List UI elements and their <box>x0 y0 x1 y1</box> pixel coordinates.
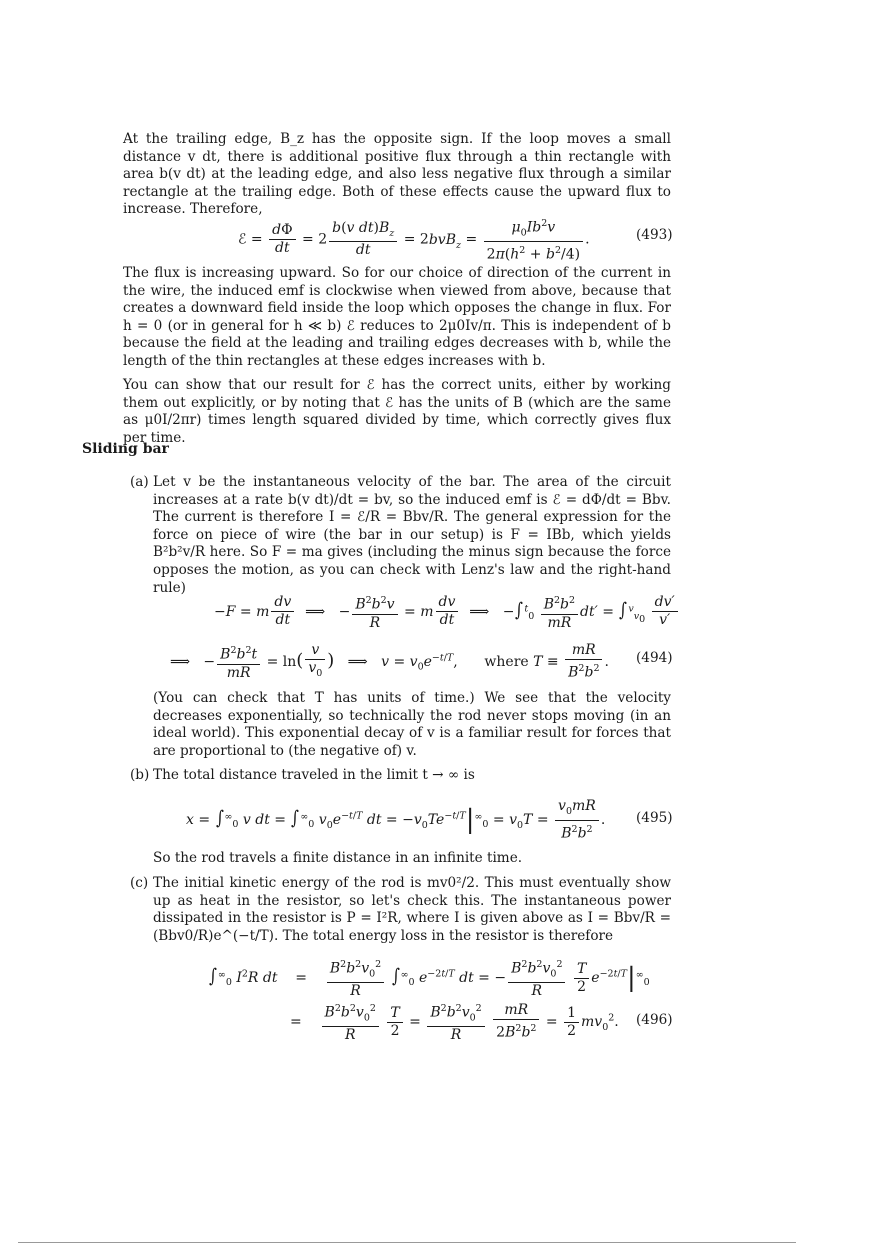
footer-rule <box>18 1242 796 1243</box>
equation-number-495: (495) <box>636 810 673 826</box>
paragraph-flux-increasing: The flux is increasing upward. So for our choice of direction of the current in the wire, the induced emf is clockwise when viewed from above, because that creates a downward field inside the loop which opposes the change in flux. For h = 0 (or in general for h ≪ b) ℰ reduces to 2μ0Iv/π. This is independent of b because the field at the leading and trailing edges decreases with b, while the length of the thin rectangles at these edges increases with b. <box>123 265 671 369</box>
equation-494-line1: −F = m $\frac{dv}{dt}$ ⟹ − $\frac{B^2b^2v}{R}$ = m $\frac{dv}{dt}$ ⟹ −∫$^t_0$ $\frac{B^2b^2}{mR}$ dt′ = ∫$^v_{v_0}$ $\frac{dv'}{v'}$ <box>214 592 680 632</box>
paragraph-trailing-edge: At the trailing edge, B_z has the opposite sign. If the loop moves a small distance v dt, there is additional positive flux through a thin rectangle with area b(v dt) at the leading edge, and also less negative flux through a similar rectangle at the trailing edge. Both of these effects cause the upward flux to increase. Therefore, <box>123 131 671 218</box>
section-heading-sliding-bar: Sliding bar <box>82 441 169 457</box>
equation-493: ℰ = $\frac{d\Phi}{dt}$ = 2 $\frac{b(v dt)B_z}{dt}$ = 2bvB$_z$ = $\frac{\mu_0Ib^2v}{2\pi(h^2 + b^2/4)}$ . <box>238 215 590 264</box>
equation-number-493: (493) <box>636 227 673 243</box>
equation-number-494: (494) <box>636 650 673 666</box>
part-a-text: Let v be the instantaneous velocity of the bar. The area of the circuit increases at a rate b(v dt)/dt = bv, so the induced emf is ℰ = dΦ/dt = Bbv. The current is therefore I = ℰ/R = Bbv/R. The general expression for the force on piece of wire (the bar in our setup) is F = IBb, which yields B²b²v/R here. So F = ma gives (including the minus sign because the force opposes the motion, as you can check with Lenz's law and the right-hand rule) <box>153 474 671 596</box>
paragraph-units: You can show that our result for ℰ has the correct units, either by working them out explicitly, or by noting that ℰ has the units of B (which are the same as μ0I/2πr) times length squared divided by time, which correctly gives flux per time. <box>123 377 671 446</box>
part-b-marker: (b) <box>130 767 150 783</box>
part-c-text: The initial kinetic energy of the rod is mv0²/2. This must eventually show up as heat in the resistor, so let's check this. The instantaneous power dissipated in the resistor is P = I²R, where I is given above as I = Bbv/R = (Bbv0/R)e^(−t/T). The total energy loss in the resistor is therefore <box>153 875 671 944</box>
equation-496-line2: = $\frac{B^2b^2v_0^2}{R}$ $\frac{T}{2}$ = $\frac{B^2b^2v_0^2}{R}$ $\frac{mR}{2B^2b^2}$ = $\frac{1}{2}$ $mv_0^2$. <box>290 1000 619 1044</box>
equation-495: $x = \int^\infty_0$ v dt = $\int^\infty_0$ $v_0e^{-t/T}$ dt = $-v_0Te^{-t/T}|^\infty_0 = v_0T$ = $\frac{v_0mR}{B^2b^2}$ . <box>186 798 606 842</box>
part-b-followup: So the rod travels a finite distance in an infinite time. <box>153 850 523 866</box>
equation-494-line2: ⟹ − $\frac{B^2b^2t}{mR}$ = ln( $\frac{v}{v_0}$ ) ⟹ $v = v_0e^{-t/T}$, where T ≡ $\frac{mR}{B^2b^2}$ . <box>170 642 609 681</box>
part-b-text: The total distance traveled in the limit t → ∞ is <box>153 767 475 783</box>
part-a-followup: (You can check that T has units of time.) We see that the velocity decreases exponentially, so technically the rod never stops moving (in an ideal world). This exponential decay of v is a familiar result for forces that are proportional to (the negative of) v. <box>153 690 671 759</box>
part-a-marker: (a) <box>130 474 149 490</box>
equation-number-496: (496) <box>636 1012 673 1028</box>
part-c-marker: (c) <box>130 875 149 891</box>
where-label: where <box>484 653 529 670</box>
equation-496-line1: $\int^\infty_0$ $I^2R$ dt = $\frac{B^2b^2v_0^2}{R}$ $\int^\infty_0$ $e^{-2t/T}$ dt = − $\frac{B^2b^2v_0^2}{R}$ $\frac{T}{2}$ $e^{-2t/T}|^\infty_0$ <box>208 956 650 1000</box>
